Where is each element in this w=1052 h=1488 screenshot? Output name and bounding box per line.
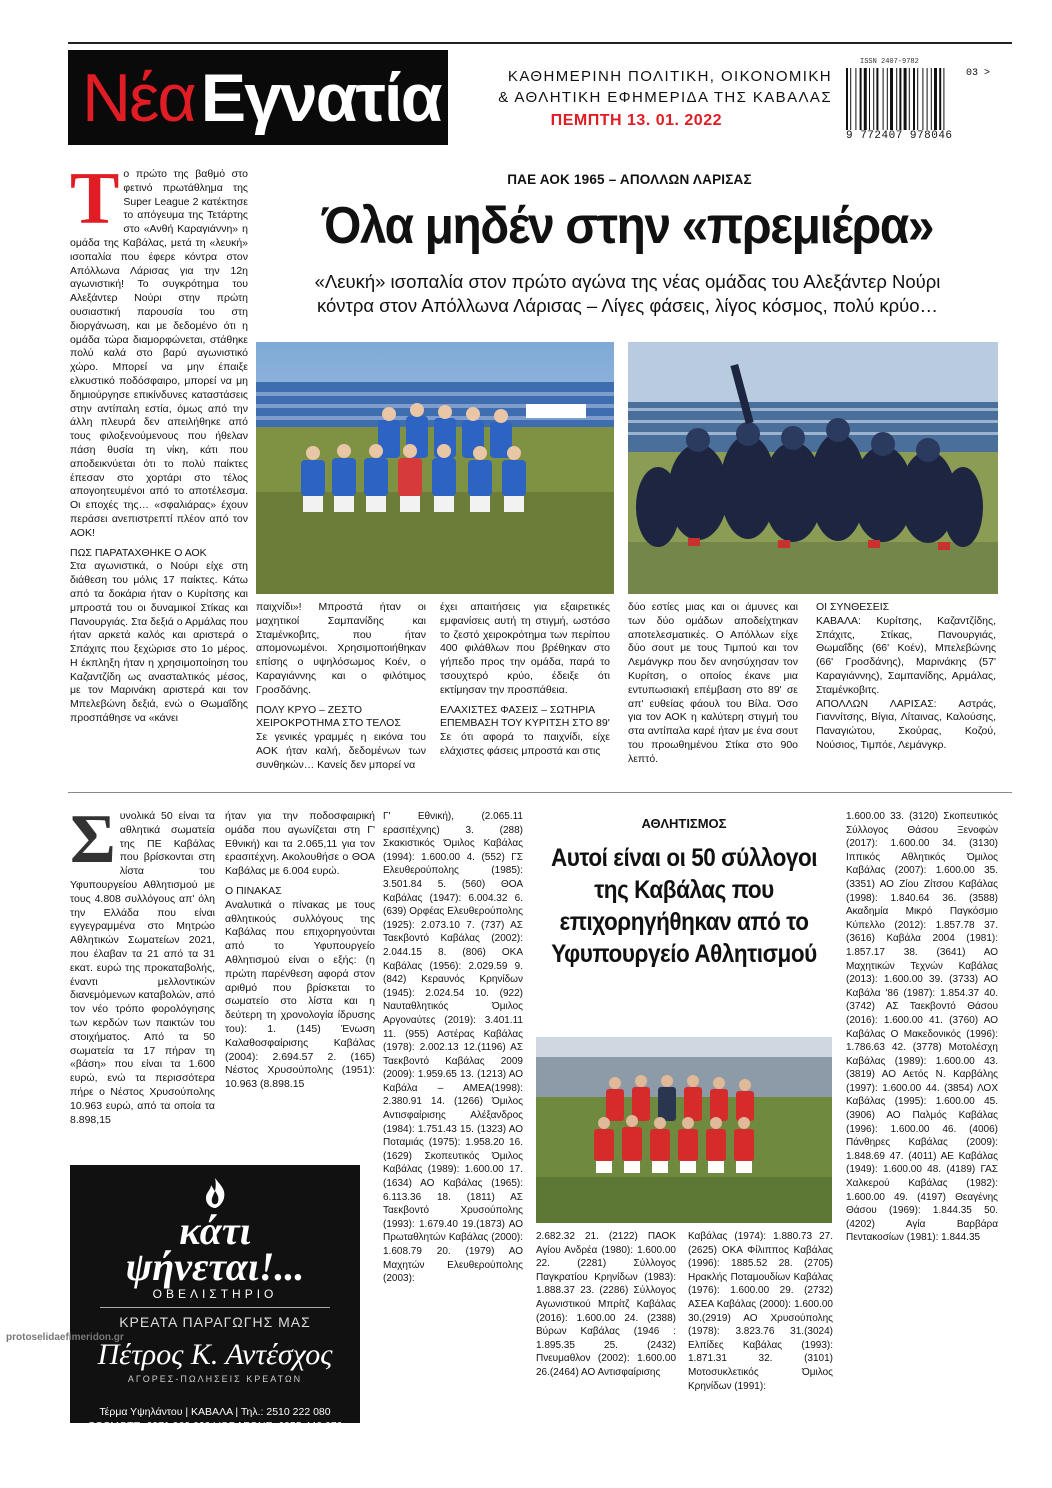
- lead-paragraph-1: ο πρώτο της βαθμό στο φετινό πρωτάθλημα της Super League 2 κατέκτησε το απόγευμα της Τετάρτης στο «Ανθή Καραγιάννη» η ομάδα της Καβάλας, μετά τη «λευκή» ισοπαλία που έφερε κόντρα στον Απόλλωνα Λάρισας για την 12η αγωνιστική! Το συγκρότημα του Αλεξάντερ Νούρι στην πρώτη ουσιαστική παρουσία του στη διοργάνωση, και με δεδομένο ότι η ομάδα τώρα διαμορφώνεται, στάθηκε πολύ καλά στο βαρύ αγωνιστικό χώρο. Μπορεί να μην έπαιξε ελκυστικό ποδόσφαιρο, μπορεί να μη δημιούργησε επικίνδυνες καταστάσεις στην αντίπαλη εστία, όμως από την άλλη πλευρά δεν απειλήθηκε από τους φιλοξενούμενους που ήθελαν πάση θυσία τη νίκη, κάτι που αποδεικνύεται ότι το πολύ παίκτες έπεσαν στο χορτάρι στο τέλος απογοητευμένοι από το αποτέλεσμα. Οι εποχές της… «σφαλιάρας» έχουν περάσει ανεπιστρεπτί πλέον από τον ΑΟΚ!: [70, 168, 248, 539]
- barcode-bar: [864, 68, 867, 130]
- lineup-apollon: ΑΠΟΛΛΩΝ ΛΑΡΙΣΑΣ: Αστράς, Γιαννίτσης, Βίγια, Λίταινας, Καλούσης, Παναγιώτου, Σκούρας, Κοζού, Νούσιος, Τιμπόε, Λεμάνγκρ.: [816, 697, 996, 751]
- flame-icon: [200, 1177, 230, 1209]
- barcode-bar: [883, 68, 884, 130]
- newspaper-logo[interactable]: [68, 50, 448, 145]
- masthead-rule: [68, 42, 1012, 44]
- barcode-bar: [909, 68, 910, 130]
- ad-trade: ΑΓΟΡΕΣ-ΠΩΛΗΣΕΙΣ ΚΡΕΑΤΩΝ: [127, 1374, 303, 1384]
- sports-col3-list: Γ' Εθνική), (2.065.11 ερασιτέχνης) 3. (288) Σκακιστικός Όμιλος Καβάλας (1994): 1.600.00 4. (552) ΓΣ Ελευθερούπολης (1985): 3.501.84 5. (560) ΘΟΑ Καβάλας (1947): 6.004.32 6. (639) Ορφέας Ελευθερούπολης (1925): 2.073.10 7. (737) ΑΣ Ταεκβοντό Καβάλας (2002): 2.044.15 8. (806) ΟΚΑ Καβάλας (1956): 2.029.59 9. (842) Κεραυνός Κρηνίδων (1945): 2.024.54 10. (922) Ναυταθλητικός Όμιλος Αργοναύτες (2019): 3.401.11 11. (955) Αστέρας Καβάλας (1978): 2.002.13 12.(1196) ΑΣ Ταεκβοντό Καβάλας 2009 (2009): 1.959.65 13. (1213) ΑΟ Καβάλα – ΑΜΕΑ(1998): 2.380.91 14. (1266) Όμιλος Αντισφαίρισης Αλέξανδρος (1984): 1.751.43 15. (1323) ΑΟ Ποταμιάς (1975): 1.958.20 16. (1629) Σκοπευτικός Όμιλος Καβάλας (1989): 1.600.00 17. (1634) ΑΟ Καβάλας (1965): 6.113.36 18. (1811) ΑΣ Ταεκβοντό Χρυσούπολης (1993): 1.679.40 19.(1873) ΑΟ Πρωταθλητών Καβάλας (2000): 1.608.79 20. (1979) ΑΟ Μαχητών Ελευθερούπολης (2003):: [383, 811, 523, 1285]
- lead-column-b: [440, 601, 610, 773]
- lineup-kavala: ΚΑΒΑΛΑ: Κυρίτσης, Καζαντζίδης, Σπάχιτς, Στίκας, Πανουργιάς, Θωμαΐδης (66' Κοέν), Μπελεβώνης (66' Γροσδάνης), Μαρινάκης (57' Καραγιάννης), Σαμπανίδης, Αρμάλας, Σταμένκοβιτς.: [816, 614, 996, 696]
- barcode-number: 9 772407 978046: [846, 130, 953, 142]
- ad-divider: [100, 1307, 330, 1308]
- barcode-bar: [904, 68, 907, 130]
- lineups-subhead: ΟΙ ΣΥΝΘΕΣΕΙΣ: [816, 601, 890, 613]
- logo-egnatia: Εγνατία: [200, 59, 441, 136]
- barcode-bar: [850, 68, 851, 130]
- sports-dropcap: Σ: [70, 810, 116, 878]
- lead-headline[interactable]: Όλα μηδέν στην «πρεμιέρα»: [321, 197, 934, 255]
- ad-brand: [70, 1208, 360, 1289]
- sports-kicker: ΑΘΛΗΤΙΣΜΟΣ: [641, 816, 727, 831]
- col-a-text-2: Σε γενικές γραμμές η εικόνα του ΑΟΚ ήταν καλή, δεδομένων των συνθηκών… Κανείς δεν μπορεί να: [256, 731, 426, 771]
- barcode: [842, 58, 992, 148]
- ad-brand-line1: κάτι: [179, 1208, 251, 1253]
- barcode-bar: [922, 68, 923, 130]
- barcode-issue: 03 >: [965, 68, 990, 79]
- sports-col6-list: Καβάλας (1974): 1.880.73 27. (2625) ΟΚΑ Φίλιππος Καβάλας (1996): 1885.52 28. (2705) Ηρακλής Ποταμουδίων Καβάλας (1976): 1.600.00 29. (2732) ΑΣΕΑ Καβάλας (2000): 1.600.00 30.(2919) ΑΟ Χρυσούπολης (1978): 3.823.76 31.(3024) Ελπίδες Καβάλας (1993): 1.871.31 32. (3101) Μοτοσυκλετικός Όμιλος Κρηνίδων (1991):: [688, 1231, 833, 1392]
- lead-story-left-column: [70, 168, 248, 773]
- ad-owner: Πέτρος Κ. Αντέσχος: [97, 1338, 333, 1371]
- photo-team-huddle[interactable]: [628, 342, 998, 594]
- huddle-photo-icon: [628, 342, 998, 594]
- barcode-bar: [939, 68, 941, 130]
- ad-address: Τέρμα Υψηλάντου | ΚΑΒΑΛΑ | Τηλ.: 2510 222 080: [99, 1406, 331, 1418]
- lead-column-c: [628, 601, 798, 773]
- col-a-text: παιχνίδι»! Μπροστά ήταν οι μαχητικοί Σαμπανίδης και Σταμένκοβιτς, που ήταν απομονωμένοι. Χρησιμοποιήθηκαν επίσης ο υψηλόσωμος Κοέν, ο Καραγιάννης και ο φιλότιμος Γροσδάνης.: [256, 601, 426, 696]
- red-team-photo-icon: [536, 1037, 832, 1223]
- sports-col2-text: ήταν για την ποδοσφαιρική ομάδα που αγωνίζεται στη Γ' Εθνική) και τα 2.065,11 για τον ερασιτέχνη. Ακολουθήσε ο ΘΟΑ Καβάλας με 6.004 ευρώ.: [225, 810, 375, 878]
- sports-table-subhead: Ο ΠΙΝΑΚΑΣ: [225, 884, 282, 897]
- barcode-bar: [887, 68, 888, 130]
- barcode-bar: [931, 68, 932, 130]
- ad-meat-line: ΚΡΕΑΤΑ ΠΑΡΑΓΩΓΗΣ ΜΑΣ: [119, 1314, 311, 1330]
- lead-kicker: ΠΑΕ ΑΟΚ 1965 – ΑΠΟΛΛΩΝ ΛΑΡΙΣΑΣ: [507, 172, 752, 187]
- photo-team-lineup[interactable]: [256, 342, 614, 594]
- col-a-subhead-1: ΠΟΛΥ ΚΡΥΟ – ΖΕΣΤΟ: [256, 703, 363, 716]
- col-b-text-2: Σε ότι αφορά το παιχνίδι, είχε ελάχιστες φάσεις μπροστά και στις: [440, 731, 610, 757]
- barcode-bar: [869, 68, 870, 130]
- lead-subhead-lineup: ΠΩΣ ΠΑΡΑΤΑΧΘΗΚΕ Ο ΑΟΚ: [70, 546, 207, 559]
- barcode-bar: [917, 68, 918, 130]
- barcode-bar: [927, 68, 928, 130]
- ad-brand-line2: ψήνεται!...: [125, 1244, 305, 1289]
- lead-column-lineups: [816, 601, 996, 773]
- sports-col2-list: Αναλυτικά ο πίνακας με τους αθλητικούς συλλόγους της Καβάλας που επιχορηγούνται από το Υφυπουργείο Αθλητισμού είναι ο εξής: (η πρώτη παρένθεση αφορά στον αριθμό που βρίσκεται το σωματείο στο λίστα και η δεύτερη τη χρονολογία ίδρυσης του): 1. (145) Ένωση Καλαθοσφαίρισης Καβάλας (2004): 2.694.57 2. (165) Νέστος Χρυσούπολης (1951): 10.963 (8.898.15: [225, 898, 375, 1091]
- barcode-bar: [876, 68, 878, 130]
- tagline-line2: & ΑΘΛΗΤΙΚΗ ΕΦΗΜΕΡΙΔΑ ΤΗΣ ΚΑΒΑΛΑΣ: [498, 89, 832, 106]
- watermark: protoselidaefimeridon.gr: [6, 1332, 124, 1343]
- sports-column-5: [536, 1230, 676, 1488]
- lead-standfirst: [255, 270, 1000, 318]
- tagline-line1: ΚΑΘΗΜΕΡΙΝΗ ΠΟΛΙΤΙΚΗ, ΟΙΚΟΝΟΜΙΚΗ: [507, 68, 832, 85]
- barcode-bar: [943, 68, 944, 130]
- barcode-bar: [890, 68, 893, 130]
- sports-column-7: [846, 810, 998, 1488]
- col-b-subhead-1: ΕΛΑΧΙΣΤΕΣ ΦΑΣΕΙΣ – ΣΩΤΗΡΙΑ: [440, 703, 596, 716]
- sports-intro: υνολικά 50 είναι τα αθλητικά σωματεία της ΠΕ Καβάλας που βρίσκονται στη λίστα του Υφυπουργείου Αθλητισμού με τους 4.808 συλλόγους απ' όλη την Ελλάδα που είναι εγγεγραμμένα στο Μητρώο Αθλητικών Σωματείων 2021, που έλαβαν τα 21 από τα 31 εκατ. ευρώ της προκαταβολής, έναντι μελλοντικών διανεμόμενων καταβολών, από τον νέο τρόπο φορολόγησης των κερδών των παικτών του στοιχήματος. Από τα 50 σωματεία τα 17 πήραν τη «βάση» που είναι τα 1.600 ευρώ, ενώ τα περισσότερα πήρε ο Νέστος Χρυσούπολης 10.963 ευρώ, από τα οποία τα 8.898,15: [70, 810, 215, 1126]
- dropcap: Τ: [70, 168, 120, 240]
- ad-phones: COSMOTE: 6971 969 099 VODAFONE: 6955 440 070: [87, 1420, 343, 1432]
- logo-nea: Νέα: [82, 59, 195, 136]
- col-c-text: δύο εστίες μιας και οι άμυνες και των δύο ομάδων αποδείχτηκαν αποτελεσματικές. Ο Απόλλων είχε δύο σουτ με τους Τιμπού και τον Λεμάνγκρ που δεν ανησύχησαν τον Κυρίτση, ο οποίος έκανε μια εντυπωσιακή επέμβαση στο 89' σε απ' ευθείας φάουλ του Βίλα. Όσο για τον ΑΟΚ η καλύτερη στιγμή του στα αντίπαλα καρέ ήταν με ένα σουτ του προωθημένου Στίκα στο 90ο λεπτό.: [628, 601, 798, 765]
- barcode-bar: [846, 68, 848, 130]
- lead-paragraph-2: Στα αγωνιστικά, ο Νούρι είχε στη διάθεση του μόλις 17 παίκτες. Κάτω από τα δοκάρια ήταν ο Κυρίτσης και μπροστά του οι δυναμικοί Στίκας και Πανουργιάς. Στα δεξιά ο Αρμάλας που ήταν αρκετά καλός και αριστερά ο Σπάχιτς που ξεχώρισε στο 1ο μέρος. Η έκπληξη ήταν η χρησιμοποίηση του Καζαντζίδη ως ανασταλτικός μέσος, με τον Μαρινάκη αριστερά και τον Μπελεβώνη δεξιά, ενώ ο Θωμαΐδης προσπάθησε να «κάνει: [70, 560, 248, 725]
- barcode-bar: [860, 68, 862, 130]
- barcode-bar: [896, 68, 897, 130]
- col-b-subhead-2: ΕΠΕΜΒΑΣΗ ΤΟΥ ΚΥΡΙΤΣΗ ΣΤΟ 89': [440, 717, 610, 730]
- col-b-text: έχει απαιτήσεις για εξαιρετικές εμφανίσεις αυτή τη στιγμή, ωστόσο το ζεστό χειροκρότημα των περίπου 400 φιλάθλων που βρέθηκαν στο γήπεδο προς την ομάδα, παρά το τσουχτερό κρύο, έδειξε ότι εκτίμησαν την προσπάθεια.: [440, 601, 610, 696]
- barcode-bar: [855, 68, 856, 130]
- barcode-icon: [842, 68, 972, 130]
- advertisement-butcher[interactable]: [70, 1165, 360, 1432]
- barcode-bar: [873, 68, 874, 130]
- barcode-bar: [899, 68, 901, 130]
- sports-column-6: [688, 1230, 833, 1488]
- photo-red-team[interactable]: [536, 1037, 832, 1223]
- team-photo-icon: [256, 342, 614, 594]
- standfirst-line2: κόντρα στον Απόλλωνα Λάρισας – Λίγες φάσεις, λίγος κόσμος, πολύ κρύο…: [316, 295, 939, 316]
- standfirst-line1: «Λευκή» ισοπαλία στον πρώτο αγώνα της νέας ομάδας του Αλεξάντερ Νούρι: [314, 271, 941, 292]
- barcode-bar: [913, 68, 915, 130]
- sports-col5-list: 2.682.32 21. (2122) ΠΑΟΚ Αγίου Ανδρέα (1980): 1.600.00 22. (2281) Σύλλογος Παγκρατίου Κρηνίδων (1983): 1.888.37 23. (2286) Σύλλογος Αγωνιστικού Μπρίτζ Καβάλας (2016): 1.600.00 24. (2388) Βύρων Καβάλας (1946 : 1.895.35 25. (2432) Πνευμαθλον (2002): 1.600.00 26.(2464) ΑΟ Αντισφαίρισης: [536, 1231, 676, 1378]
- col-a-subhead-2: ΧΕΙΡΟΚΡΟΤΗΜΑ ΣΤΟ ΤΕΛΟΣ: [256, 717, 401, 730]
- issue-date: ΠΕΜΠΤΗ 13. 01. 2022: [550, 112, 722, 129]
- lead-column-a: [256, 601, 426, 773]
- section-divider: [68, 792, 1012, 793]
- sports-column-3: [383, 810, 523, 1488]
- barcode-bar: [934, 68, 937, 130]
- sports-headline[interactable]: Αυτοί είναι οι 50 σύλλογοι της Καβάλας που επιχορηγήθηκαν από το Υφυπουργείο Αθλητισμού: [550, 844, 818, 968]
- tagline: [462, 66, 832, 108]
- ad-subtitle: ΟΒΕΛΙΣΤΗΡΙΟ: [152, 1287, 278, 1301]
- issn-label: ISSN 2407-9782: [860, 58, 919, 66]
- sports-col7-list: 1.600.00 33. (3120) Σκοπευτικός Σύλλογος Θάσου Ξενοφών (2017): 1.600.00 34. (3130) Ιππικός Αθλητικός Όμιλος Καβάλας (2007): 1.600.00 35. (3351) ΑΟ Ζίου Ζίτσου Καβάλας (1998): 1.840.64 36. (3588) Ακαδημία Μικρό Παγκόσμιο Κύπελλο (2012): 1.857.78 37. (3616) Καβάλα 2004 (1981): 1.857.17 38. (3641) ΑΟ Μαχητικών Τεχνών Καβάλας (2013): 1.600.00 39. (3733) ΑΟ Καβάλα '86 (1987): 1.854.37 40. (3742) ΑΣ Ταεκβοντό Θάσου (2016): 1.600.00 41. (3760) ΑΟ Καβάλας Ο Μακεδονικός (1996): 1.786.63 42. (3778) Μοτολέσχη Καβάλας (1989): 1.600.00 43. (3819) ΑΟ Αετός Ν. Καρβάλης (1997): 1.600.00 44. (3854) ΛΟΧ Καβάλας (1995): 1.600.00 45. (3906) ΑΟ Παλμός Καβάλας (1996): 1.600.00 46. (4006) Πάνθηρες Καβάλας (2009): 1.848.69 47. (4011) ΑΕ Καβάλας (1949): 1.600.00 48. (4189) ΓΑΣ Χαλκερού Καβάλας (1982): 1.600.00 49. (4197) Θεαγένης Θάσου (1969): 1.844.35 50. (4202) Αγία Βαρβάρα Πεντακοσίων (1981): 1.844.35: [846, 811, 998, 1244]
